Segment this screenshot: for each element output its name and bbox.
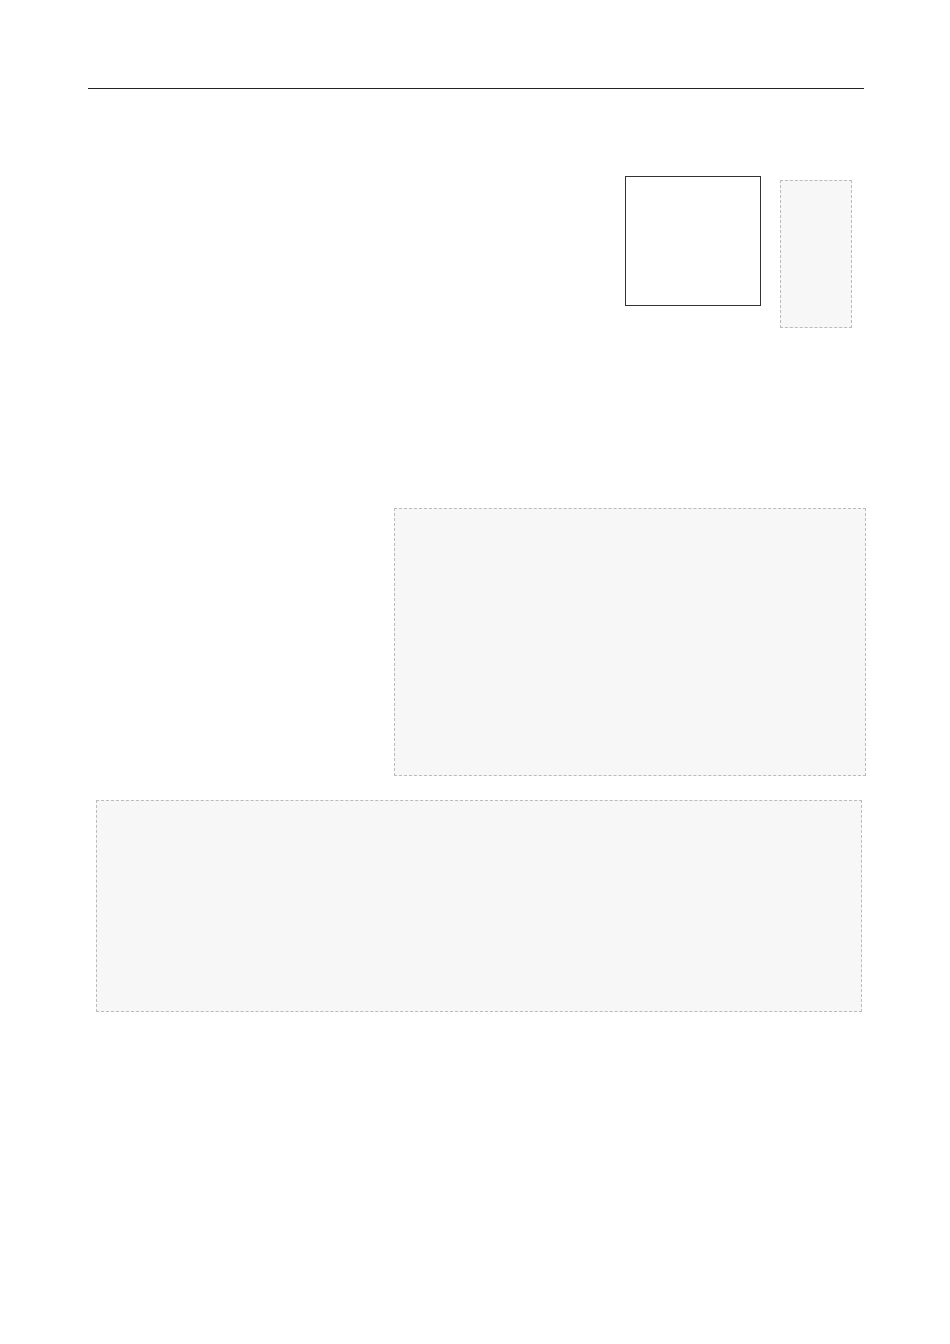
apparatus-figure [96,800,862,1012]
bottle-figure [780,180,852,328]
header-rule [88,88,864,89]
flowchart-figure [394,508,866,776]
nutrition-label-box [625,176,761,306]
